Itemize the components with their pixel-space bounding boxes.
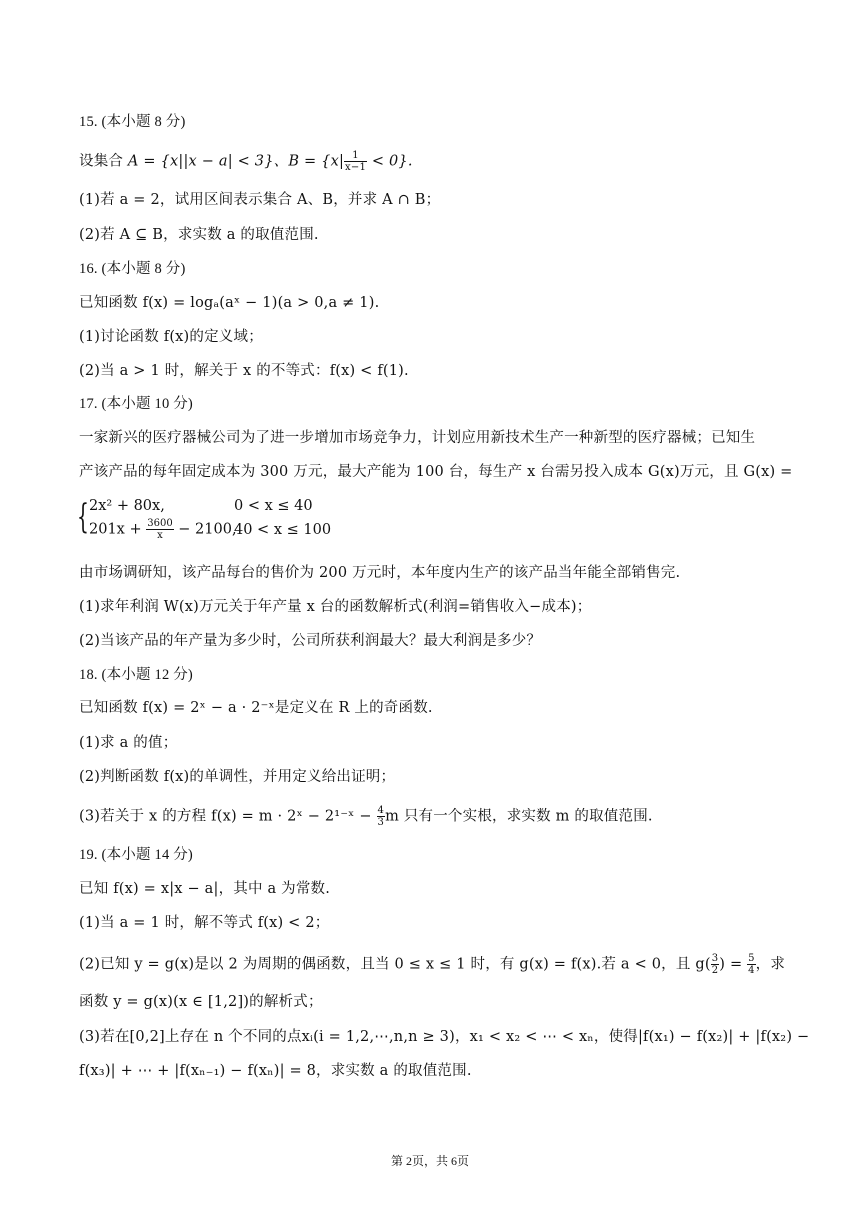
q15-fraction [344,150,367,173]
q17-stem-line1: 一家新兴的医疗器械公司为了进一步增加市场竞争力，计划应用新技术生产一种新型的医疗器械；已知生 [79,430,756,446]
q17-case2-cond: 40 < x ≤ 100 [234,522,332,538]
q17-heading: 17. (本小题 10 分) [79,396,193,412]
q16-part1: (1)讨论函数 f(x)的定义域； [79,329,263,345]
q18-frac-num: 4 [377,805,385,816]
q18-fraction [377,805,386,828]
q19-part2-a: (2)已知 y = g(x)是以 2 为周期的偶函数，且当 0 ≤ x ≤ 1 时，有 g(x) = f(x).若 a < 0，且 g( [79,956,711,973]
q19-part2-b: ) = [719,956,748,973]
q18-part3 [79,805,653,828]
q19-part2 [79,953,785,976]
q17-case2-expr-b: − 2100, [173,521,237,538]
q18-part3-a: (3)若关于 x 的方程 f(x) = m · 2ˣ − 2¹⁻ˣ − [79,808,377,825]
q16-stem: 已知函数 f(x) = logₐ(aˣ − 1)(a > 0,a ≠ 1). [79,295,380,311]
q18-heading: 18. (本小题 12 分) [79,667,193,683]
q15-heading: 15. (本小题 8 分) [79,114,186,130]
q15-stem-suffix: < 0}. [367,153,413,170]
q19-part2-c: ，求 [755,956,786,973]
q18-part1: (1)求 a 的值； [79,735,178,751]
q17-stem-line2: 产该产品的每年固定成本为 300 万元，最大产能为 100 台，每生产 x 台需另投入成本 G(x)万元，且 G(x) = [79,464,793,480]
q19-part2-line2: 函数 y = g(x)(x ∈ [1,2])的解析式； [79,994,323,1010]
q16-part2: (2)当 a > 1 时，解关于 x 的不等式：f(x) < f(1). [79,363,409,379]
q19-part3-line1: (3)若在[0,2]上存在 n 个不同的点xᵢ(i = 1,2,⋯,n,n ≥ 3)，x₁ < x₂ < ⋯ < xₙ，使得|f(x₁) − f(x₂)| + |f(x₂) − [79,1029,810,1045]
q17-stem-line3: 由市场调研知，该产品每台的售价为 200 万元时，本年度内生产的该产品当年能全部销售完. [79,565,681,581]
q19-frac2-den: 4 [748,965,755,976]
q19-fraction-1 [711,953,720,976]
q17-case2-frac-den: x [157,530,163,541]
q19-part1: (1)当 a = 1 时，解不等式 f(x) < 2； [79,915,330,931]
q17-case1-expr: 2x² + 80x, [89,498,165,514]
q18-frac-den: 3 [377,817,385,828]
q18-part3-b: m 只有一个实根，求实数 m 的取值范围. [385,808,653,825]
q15-frac-den: x−1 [345,162,367,173]
q15-stem [79,150,413,173]
piecewise-brace: { [77,497,89,537]
q19-frac1-den: 2 [711,965,719,976]
q15-part2: (2)若 A ⊆ B，求实数 a 的取值范围. [79,227,319,243]
q19-part3-line2: f(x₃)| + ⋯ + |f(xₙ₋₁) − f(xₙ)| = 8，求实数 a 的取值范围. [79,1063,472,1079]
q18-part2: (2)判断函数 f(x)的单调性，并用定义给出证明； [79,769,396,785]
q15-stem-prefix: 设集合 [79,153,128,170]
q17-case1-cond: 0 < x ≤ 40 [234,498,313,514]
q15-stem-sets: A = {x||x − a| < 3}、B = {x| [127,153,345,170]
q17-case2-fraction [146,518,173,541]
q19-frac1-num: 3 [711,953,719,964]
q16-heading: 16. (本小题 8 分) [79,261,186,277]
q17-case2-expr-a: 201x + [89,521,147,538]
q18-stem: 已知函数 f(x) = 2ˣ − a · 2⁻ˣ是定义在 R 上的奇函数. [79,700,433,716]
q19-stem: 已知 f(x) = x|x − a|，其中 a 为常数. [79,881,331,897]
q17-case2-frac-num: 3600 [147,518,173,529]
q19-frac2-num: 5 [748,953,755,964]
q19-fraction-2 [747,953,756,976]
q17-part2: (2)当该产品的年产量为多少时，公司所获利润最大？最大利润是多少？ [79,633,542,649]
q17-case2-expr [89,518,237,541]
q17-part1: (1)求年利润 W(x)万元关于年产量 x 台的函数解析式(利润=销售收入−成本)； [79,599,592,615]
page-footer: 第 2页，共 6页 [390,1154,469,1168]
q15-part1: (1)若 a = 2，试用区间表示集合 A、B，并求 A ∩ B； [79,192,441,208]
q19-heading: 19. (本小题 14 分) [79,847,193,863]
q15-frac-num: 1 [344,150,367,162]
